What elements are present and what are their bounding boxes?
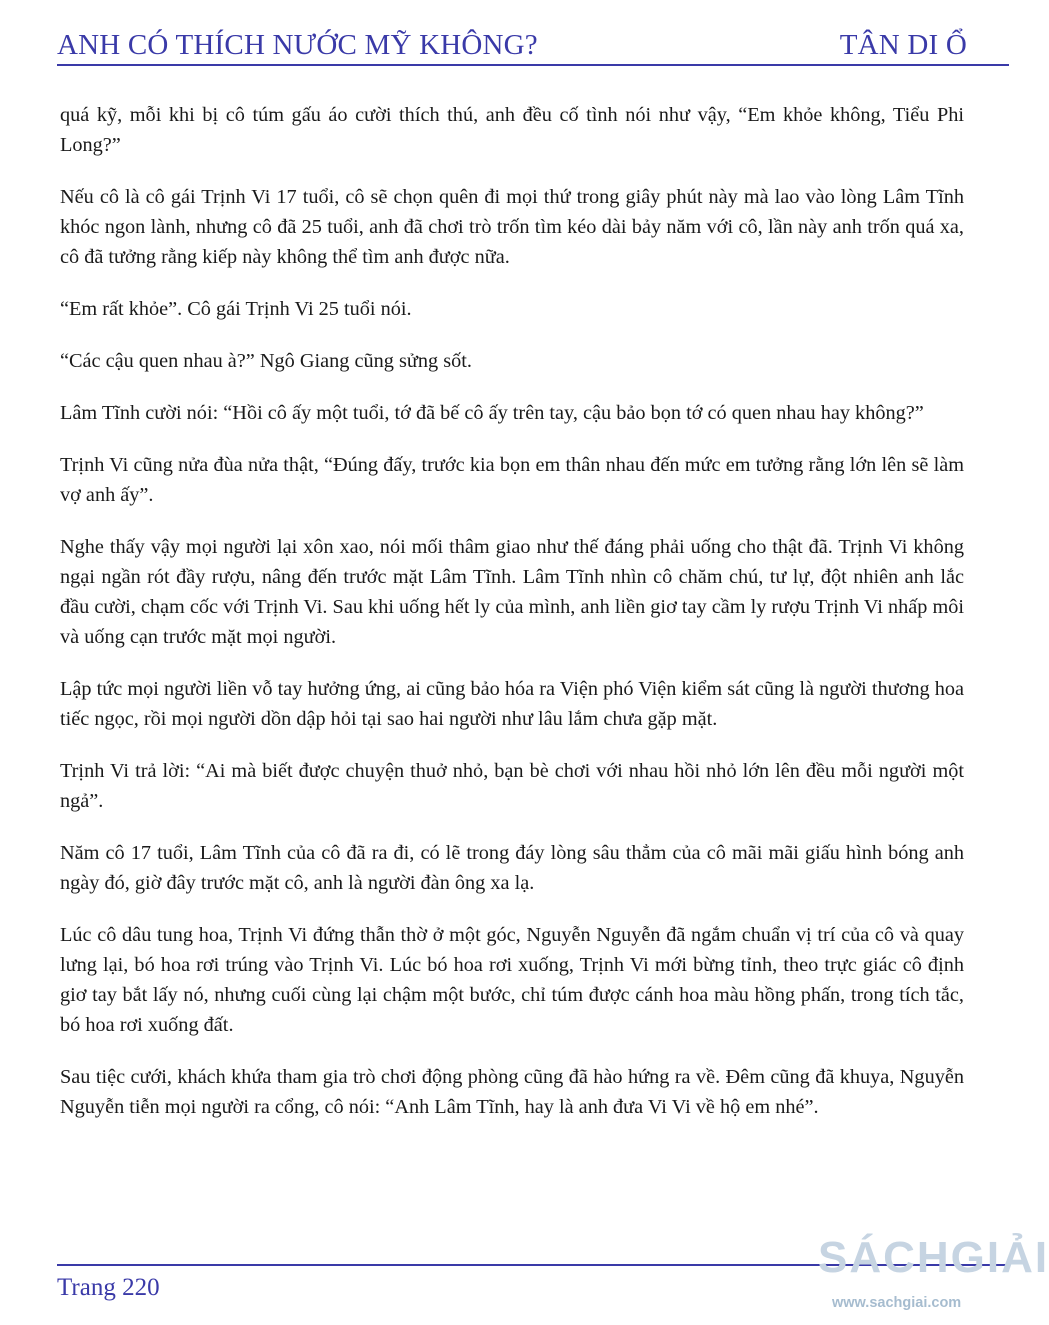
paragraph: “Em rất khỏe”. Cô gái Trịnh Vi 25 tuổi nói. <box>60 298 412 320</box>
paragraph: Trịnh Vi trả lời: “Ai mà biết được chuyện thuở nhỏ, bạn bè chơi với nhau hồi nhỏ lớn lên đều mỗi người một ngả”. <box>60 760 964 812</box>
watermark-logo <box>818 1233 1049 1323</box>
paragraph: Năm cô 17 tuổi, Lâm Tĩnh của cô đã ra đi, có lẽ trong đáy lòng sâu thẳm của cô mãi mãi giấu hình bóng anh ngày đó, giờ đây trước mặt cô, anh là người đàn ông xa lạ. <box>60 842 964 894</box>
paragraph: “Các cậu quen nhau à?” Ngô Giang cũng sửng sốt. <box>60 350 472 372</box>
book-title: ANH CÓ THÍCH NƯỚC MỸ KHÔNG? <box>57 29 538 61</box>
page-body <box>60 100 964 1144</box>
paragraph: quá kỹ, mỗi khi bị cô túm gấu áo cười thích thú, anh đều cố tình nói như vậy, “Em khỏe không, Tiểu Phi Long?” <box>60 104 964 156</box>
book-author: TÂN DI Ổ <box>839 29 967 61</box>
page-header <box>57 22 967 62</box>
paragraph: Lúc cô dâu tung hoa, Trịnh Vi đứng thẫn thờ ở một góc, Nguyễn Nguyễn đã ngắm chuẩn vị trí của cô và quay lưng lại, bó hoa rơi trúng vào Trịnh Vi. Lúc bó hoa rơi xuống, Trịnh Vi mới bừng tỉnh, theo trực giác cô định giơ tay bắt lấy nó, nhưng cuối cùng lại chậm một bước, chỉ túm được cánh hoa màu hồng phấn, trong tích tắc, bó hoa rơi xuống đất. <box>60 924 964 1036</box>
paragraph: Trịnh Vi cũng nửa đùa nửa thật, “Đúng đấy, trước kia bọn em thân nhau đến mức em tưởng rằng lớn lên sẽ làm vợ anh ấy”. <box>60 454 964 506</box>
paragraph: Lâm Tĩnh cười nói: “Hồi cô ấy một tuổi, tớ đã bế cô ấy trên tay, cậu bảo bọn tớ có quen nhau hay không?” <box>60 402 924 424</box>
watermark-url: www.sachgiai.com <box>832 1295 962 1311</box>
watermark-brand: SÁCHGIẢI <box>818 1233 1049 1282</box>
paragraph: Sau tiệc cưới, khách khứa tham gia trò chơi động phòng cũng đã hào hứng ra về. Đêm cũng đã khuya, Nguyễn Nguyễn tiễn mọi người ra cổng, cô nói: “Anh Lâm Tĩnh, hay là anh đưa Vi Vi về hộ em nhé”. <box>60 1066 964 1118</box>
paragraph: Nghe thấy vậy mọi người lại xôn xao, nói mối thâm giao như thế đáng phải uống cho thật đã. Trịnh Vi không ngại ngần rót đầy rượu, nâng đến trước mặt Lâm Tĩnh. Lâm Tĩnh nhìn cô chăm chú, tư lự, đột nhiên anh lắc đầu cười, chạm cốc với Trịnh Vi. Sau khi uống hết ly của mình, anh liền giơ tay cầm ly rượu Trịnh Vi nhấp môi và uống cạn trước mặt mọi người. <box>60 536 964 648</box>
page-number: Trang 220 <box>57 1274 160 1301</box>
paragraph: Nếu cô là cô gái Trịnh Vi 17 tuổi, cô sẽ chọn quên đi mọi thứ trong giây phút này mà lao vào lòng Lâm Tĩnh khóc ngon lành, nhưng cô đã 25 tuổi, anh đã chơi trò trốn tìm kéo dài bảy năm với cô, lần này anh trốn quá xa, cô đã tưởng rằng kiếp này không thể tìm anh được nữa. <box>60 186 964 268</box>
header-divider <box>57 64 1009 66</box>
paragraph: Lập tức mọi người liền vỗ tay hưởng ứng, ai cũng bảo hóa ra Viện phó Viện kiểm sát cũng là người thương hoa tiếc ngọc, rồi mọi người dồn dập hỏi tại sao hai người như lâu lắm chưa gặp mặt. <box>60 678 964 730</box>
